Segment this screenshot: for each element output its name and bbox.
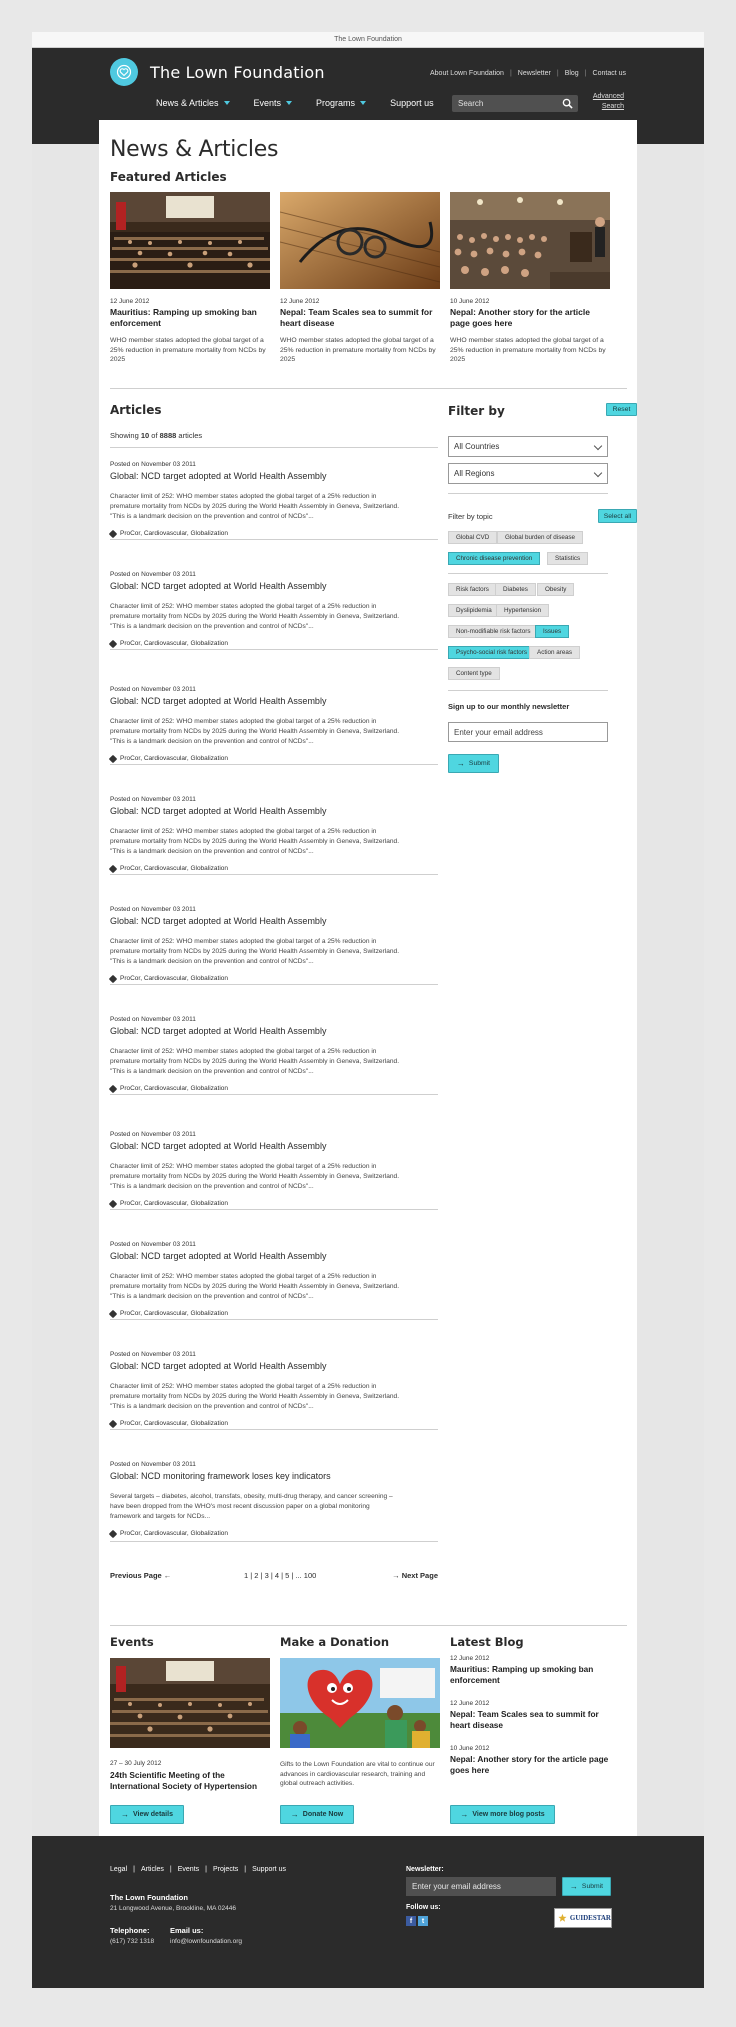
chevron-down-icon — [594, 442, 602, 450]
top-link-blog[interactable]: Blog — [564, 70, 579, 77]
nav-support-us[interactable] — [390, 98, 434, 108]
blog-title[interactable]: Nepal: Another story for the article page goes here — [450, 1754, 609, 1775]
arrow-right-icon: → — [569, 1882, 578, 1891]
tag-icon — [109, 1309, 117, 1317]
article-body: Character limit of 252: WHO member states adopted the global target of a 25% reduction in premature mortality from NCDs by 2025 during the World Health Assembly in Geneva, Switzerland. "This is a landmark decision on the prevention and control of NCDs"... — [110, 718, 400, 745]
divider — [110, 539, 438, 540]
footer-email-label: Email us: — [170, 1926, 204, 1935]
article-tags — [110, 1420, 438, 1427]
article-posted: Posted on November 03 2011 — [110, 571, 196, 578]
article-title[interactable]: Global: NCD target adopted at World Health Assembly — [110, 1251, 327, 1261]
tag-icon — [109, 974, 117, 982]
top-link-about[interactable]: About Lown Foundation — [430, 70, 504, 77]
article-item[interactable] — [110, 796, 438, 872]
divider — [110, 1209, 438, 1210]
article-tags — [110, 640, 438, 647]
article-tags — [110, 530, 438, 537]
topic-chip[interactable]: Statistics — [547, 552, 588, 565]
article-posted: Posted on November 03 2011 — [110, 906, 196, 913]
footer-telephone-label: Telephone: — [110, 1926, 150, 1935]
topic-chip[interactable]: Risk factors — [448, 583, 497, 596]
nav-programs[interactable] — [316, 98, 366, 108]
auditorium-photo[interactable] — [110, 192, 270, 289]
view-more-blog-posts-button[interactable] — [450, 1805, 555, 1824]
site-footer — [32, 1836, 704, 1988]
footer-newsletter-input[interactable] — [406, 1877, 556, 1896]
article-tags — [110, 1085, 438, 1092]
featured-article[interactable] — [110, 192, 270, 365]
tag-icon — [109, 1529, 117, 1537]
article-tag-list[interactable]: ProCor, Cardiovascular, Globalization — [120, 975, 229, 982]
country-select[interactable] — [448, 436, 608, 457]
button-label: View more blog posts — [472, 1811, 545, 1818]
divider — [110, 1625, 627, 1626]
topic-chip[interactable]: Global CVD — [448, 531, 497, 544]
divider — [110, 649, 438, 650]
topic-chip[interactable]: Chronic disease prevention — [448, 552, 540, 565]
event-date: 27 – 30 July 2012 — [110, 1760, 162, 1767]
showing-mid: of — [149, 431, 160, 440]
arrow-right-icon: → — [290, 1810, 299, 1819]
search-box — [452, 95, 578, 112]
article-body: Character limit of 252: WHO member states adopted the global target of a 25% reduction in premature mortality from NCDs by 2025 during the World Health Assembly in Geneva, Switzerland. "This is a landmark decision on the prevention and control of NCDs"... — [110, 1163, 400, 1190]
article-posted: Posted on November 03 2011 — [110, 1461, 196, 1468]
topic-chip[interactable]: Psycho-social risk factors — [448, 646, 535, 659]
blog-date: 12 June 2012 — [450, 1655, 490, 1662]
events-photo[interactable] — [110, 1658, 270, 1748]
featured-summary: WHO member states adopted the global target of a 25% reduction in premature mortality from NCDs by 2025 — [110, 337, 266, 363]
featured-article[interactable] — [280, 192, 440, 365]
search-input[interactable] — [458, 99, 558, 108]
donation-text: Gifts to the Lown Foundation are vital to continue our advances in cardiovascular research, training and global outreach activities. — [280, 1761, 435, 1787]
topic-chip[interactable]: Diabetes — [495, 583, 536, 596]
donation-heading: Make a Donation — [280, 1635, 390, 1649]
article-posted: Posted on November 03 2011 — [110, 686, 196, 693]
article-posted: Posted on November 03 2011 — [110, 1351, 196, 1358]
caret-down-icon — [360, 101, 366, 105]
article-body: Character limit of 252: WHO member states adopted the global target of a 25% reduction in premature mortality from NCDs by 2025 during the World Health Assembly in Geneva, Switzerland. "This is a landmark decision on the prevention and control of NCDs"... — [110, 1273, 400, 1300]
article-item[interactable] — [110, 1241, 438, 1317]
button-label: Donate Now — [302, 1811, 344, 1818]
main-content — [99, 120, 637, 1844]
top-link-contact[interactable]: Contact us — [592, 70, 626, 77]
donation-photo[interactable] — [280, 1658, 440, 1748]
view-details-button[interactable] — [110, 1805, 184, 1824]
featured-summary: WHO member states adopted the global target of a 25% reduction in premature mortality from NCDs by 2025 — [450, 337, 606, 363]
article-tags — [110, 1200, 438, 1207]
article-posted: Posted on November 03 2011 — [110, 1131, 196, 1138]
divider — [110, 447, 438, 448]
arrow-right-icon: → — [392, 1571, 400, 1580]
article-tags — [110, 1310, 438, 1317]
article-body: Character limit of 252: WHO member states adopted the global target of a 25% reduction in premature mortality from NCDs by 2025 during the World Health Assembly in Geneva, Switzerland. "This is a landmark decision on the prevention and control of NCDs"... — [110, 1383, 400, 1410]
footer-submit-button[interactable] — [562, 1877, 611, 1896]
stethoscope-photo[interactable] — [280, 192, 440, 289]
showing-count — [110, 431, 202, 440]
article-title[interactable]: Global: NCD target adopted at World Health Assembly — [110, 581, 327, 591]
article-item[interactable] — [110, 1131, 438, 1207]
article-title[interactable]: Global: NCD target adopted at World Health Assembly — [110, 916, 327, 926]
article-item[interactable] — [110, 1461, 438, 1537]
article-tags — [110, 975, 438, 982]
divider — [448, 493, 608, 494]
facebook-icon[interactable]: f — [406, 1916, 416, 1926]
article-body: Character limit of 252: WHO member states adopted the global target of a 25% reduction in premature mortality from NCDs by 2025 during the World Health Assembly in Geneva, Switzerland. "This is a landmark decision on the prevention and control of NCDs"... — [110, 493, 400, 520]
featured-article[interactable] — [450, 192, 610, 365]
featured-headline[interactable]: Nepal: Team Scales sea to summit for heart disease — [280, 307, 433, 328]
nav-label: Support us — [390, 98, 434, 108]
footer-link-support-us[interactable]: Support us — [252, 1866, 286, 1873]
region-select-value: All Regions — [454, 469, 495, 478]
donate-now-button[interactable] — [280, 1805, 354, 1824]
topic-chip[interactable]: Obesity — [537, 583, 574, 596]
articles-heading: Articles — [110, 403, 162, 417]
divider — [110, 984, 438, 985]
featured-date: 12 June 2012 — [280, 298, 320, 305]
tag-icon — [109, 1419, 117, 1427]
tag-icon — [109, 864, 117, 872]
article-body: Character limit of 252: WHO member states adopted the global target of a 25% reduction in premature mortality from NCDs by 2025 during the World Health Assembly in Geneva, Switzerland. "This is a landmark decision on the prevention and control of NCDs"... — [110, 828, 400, 855]
footer-link-articles[interactable]: Articles — [140, 1866, 164, 1873]
previous-page-label: Previous Page — [110, 1571, 162, 1580]
blog-title[interactable]: Mauritius: Ramping up smoking ban enforcement — [450, 1664, 594, 1685]
utility-nav: About Lown Foundation | Newsletter | Blog | Contact us — [430, 70, 626, 77]
topic-chip[interactable]: Content type — [448, 667, 500, 680]
reset-button[interactable]: Reset — [606, 403, 637, 416]
divider — [110, 1541, 438, 1542]
blog-heading: Latest Blog — [450, 1635, 524, 1649]
conference-photo[interactable] — [450, 192, 610, 289]
event-title[interactable]: 24th Scientific Meeting of the International Society of Hypertension — [110, 1770, 258, 1791]
article-body: Character limit of 252: WHO member states adopted the global target of a 25% reduction in premature mortality from NCDs by 2025 during the World Health Assembly in Geneva, Switzerland. "This is a landmark decision on the prevention and control of NCDs"... — [110, 1048, 400, 1075]
tag-icon — [109, 1199, 117, 1207]
nav-label: Events — [253, 98, 282, 108]
article-tag-list[interactable]: ProCor, Cardiovascular, Globalization — [120, 1200, 229, 1207]
blog-date: 12 June 2012 — [450, 1700, 490, 1707]
footer-email[interactable]: info@lownfoundation.org — [170, 1938, 243, 1945]
article-tags — [110, 755, 438, 762]
showing-count-value: 10 — [140, 431, 150, 440]
article-posted: Posted on November 03 2011 — [110, 796, 196, 803]
footer-newsletter-label: Newsletter: — [406, 1866, 444, 1873]
divider — [448, 690, 608, 691]
tag-icon — [109, 529, 117, 537]
guidestar-label: GUIDESTAR — [569, 1914, 611, 1922]
region-select[interactable] — [448, 463, 608, 484]
main-nav — [156, 98, 458, 108]
article-title[interactable]: Global: NCD target adopted at World Health Assembly — [110, 696, 327, 706]
article-title[interactable]: Global: NCD target adopted at World Health Assembly — [110, 806, 327, 816]
article-tag-list[interactable]: ProCor, Cardiovascular, Globalization — [120, 1420, 229, 1427]
star-icon — [558, 1912, 567, 1924]
featured-summary: WHO member states adopted the global target of a 25% reduction in premature mortality from NCDs by 2025 — [280, 337, 436, 363]
article-body: Several targets – diabetes, alcohol, transfats, obesity, multi-drug therapy, and cancer screening – have been dropped from the WHO's most recent discussion paper on a global monitoring framework and targets for NCDs... — [110, 1493, 393, 1520]
featured-date: 10 June 2012 — [450, 298, 490, 305]
previous-page-button[interactable] — [110, 1571, 171, 1580]
footer-links: Legal | Articles | Events | Projects | Support us — [110, 1866, 286, 1873]
nav-label: News & Articles — [156, 98, 219, 108]
arrow-right-icon: → — [121, 1810, 130, 1819]
featured-headline[interactable]: Mauritius: Ramping up smoking ban enforcement — [110, 307, 257, 328]
events-heading: Events — [110, 1635, 154, 1649]
topic-chip[interactable]: Action areas — [529, 646, 580, 659]
article-posted: Posted on November 03 2011 — [110, 1016, 196, 1023]
newsletter-submit-button[interactable] — [448, 754, 499, 773]
select-all-button[interactable]: Select all — [598, 509, 637, 523]
article-tag-list[interactable]: ProCor, Cardiovascular, Globalization — [120, 1310, 229, 1317]
divider — [110, 1429, 438, 1430]
article-item[interactable] — [110, 686, 438, 762]
guidestar-badge[interactable] — [554, 1908, 612, 1928]
advanced-search-link[interactable]: Advanced Search — [592, 93, 624, 110]
article-tag-list[interactable]: ProCor, Cardiovascular, Globalization — [120, 865, 229, 872]
arrow-right-icon: → — [460, 1810, 469, 1819]
blog-title[interactable]: Nepal: Team Scales sea to summit for heart disease — [450, 1709, 599, 1730]
follow-us-label: Follow us: — [406, 1904, 441, 1911]
tag-icon — [109, 1084, 117, 1092]
page-title: News & Articles — [110, 137, 279, 162]
article-tags — [110, 1530, 438, 1537]
footer-link-projects[interactable]: Projects — [212, 1866, 239, 1873]
article-tags — [110, 865, 438, 872]
divider — [448, 573, 608, 574]
country-select-value: All Countries — [454, 442, 500, 451]
article-item[interactable] — [110, 571, 438, 647]
divider — [110, 764, 438, 765]
article-item[interactable] — [110, 461, 438, 537]
nav-events[interactable] — [254, 98, 293, 108]
heart-logo-icon[interactable] — [110, 58, 138, 86]
tag-icon — [109, 754, 117, 762]
topic-chip[interactable]: Non-modifiable risk factors — [448, 625, 539, 638]
article-title[interactable]: Global: NCD monitoring framework loses key indicators — [110, 1471, 331, 1481]
browser-title-bar: The Lown Foundation — [32, 32, 704, 48]
divider — [110, 1094, 438, 1095]
article-item[interactable] — [110, 1016, 438, 1092]
article-title[interactable]: Global: NCD target adopted at World Health Assembly — [110, 471, 327, 481]
twitter-icon[interactable]: t — [418, 1916, 428, 1926]
article-title[interactable]: Global: NCD target adopted at World Health Assembly — [110, 1361, 327, 1371]
nav-label: Programs — [316, 98, 356, 108]
article-item[interactable] — [110, 1351, 438, 1427]
submit-label: Submit — [468, 760, 491, 767]
topic-chip[interactable]: Global burden of disease — [497, 531, 583, 544]
featured-headline[interactable]: Nepal: Another story for the article page goes here — [450, 307, 590, 328]
top-link-newsletter[interactable]: Newsletter — [517, 70, 551, 77]
article-item[interactable] — [110, 906, 438, 982]
nav-news-articles[interactable] — [156, 98, 230, 108]
featured-articles-heading: Featured Articles — [110, 170, 227, 184]
article-tag-list[interactable]: ProCor, Cardiovascular, Globalization — [120, 1085, 229, 1092]
newsletter-email-input[interactable] — [448, 722, 608, 742]
topic-chip[interactable]: Hypertension — [496, 604, 549, 617]
showing-prefix: Showing — [110, 431, 141, 440]
article-body: Character limit of 252: WHO member states adopted the global target of a 25% reduction in premature mortality from NCDs by 2025 during the World Health Assembly in Geneva, Switzerland. "This is a landmark decision on the prevention and control of NCDs"... — [110, 938, 400, 965]
submit-label: Submit — [581, 1883, 604, 1890]
showing-total-value: 8888 — [159, 431, 177, 440]
article-posted: Posted on November 03 2011 — [110, 1241, 196, 1248]
showing-suffix: articles — [176, 431, 203, 440]
site-logo-text[interactable]: The Lown Foundation — [150, 63, 325, 82]
chevron-down-icon — [594, 469, 602, 477]
footer-address: 21 Longwood Avenue, Brookline, MA 02446 — [110, 1905, 237, 1912]
page-numbers[interactable]: 1 | 2 | 3 | 4 | 5 | ... 100 — [244, 1571, 317, 1580]
next-page-button[interactable] — [392, 1571, 438, 1580]
article-body: Character limit of 252: WHO member states adopted the global target of a 25% reduction in premature mortality from NCDs by 2025 during the World Health Assembly in Geneva, Switzerland. "This is a landmark decision on the prevention and control of NCDs"... — [110, 603, 400, 630]
topic-chip[interactable]: Issues — [535, 625, 569, 638]
caret-down-icon — [286, 101, 292, 105]
divider — [110, 388, 627, 389]
search-icon[interactable] — [562, 98, 573, 109]
article-title[interactable]: Global: NCD target adopted at World Health Assembly — [110, 1141, 327, 1151]
next-page-label: Next Page — [401, 1571, 438, 1580]
arrow-left-icon: ← — [163, 1571, 172, 1580]
filter-topic-label: Filter by topic — [448, 512, 493, 521]
button-label: View details — [133, 1811, 173, 1818]
blog-date: 10 June 2012 — [450, 1745, 490, 1752]
topic-chip[interactable]: Dyslipidemia — [448, 604, 500, 617]
filter-heading: Filter by — [448, 404, 505, 418]
footer-link-events[interactable]: Events — [177, 1866, 200, 1873]
featured-date: 12 June 2012 — [110, 298, 150, 305]
page-frame — [32, 48, 704, 1988]
article-title[interactable]: Global: NCD target adopted at World Health Assembly — [110, 1026, 327, 1036]
caret-down-icon — [224, 101, 230, 105]
footer-telephone[interactable]: (617) 732 1318 — [110, 1938, 155, 1945]
arrow-right-icon: → — [456, 759, 465, 768]
article-tag-list[interactable]: ProCor, Cardiovascular, Globalization — [120, 530, 229, 537]
article-posted: Posted on November 03 2011 — [110, 461, 196, 468]
footer-org-name: The Lown Foundation — [110, 1893, 188, 1902]
divider — [110, 874, 438, 875]
tag-icon — [109, 639, 117, 647]
newsletter-heading: Sign up to our monthly newsletter — [448, 702, 570, 711]
footer-link-legal[interactable]: Legal — [110, 1866, 128, 1873]
article-tag-list[interactable]: ProCor, Cardiovascular, Globalization — [120, 755, 229, 762]
article-tag-list[interactable]: ProCor, Cardiovascular, Globalization — [120, 1530, 229, 1537]
divider — [110, 1319, 438, 1320]
article-tag-list[interactable]: ProCor, Cardiovascular, Globalization — [120, 640, 229, 647]
